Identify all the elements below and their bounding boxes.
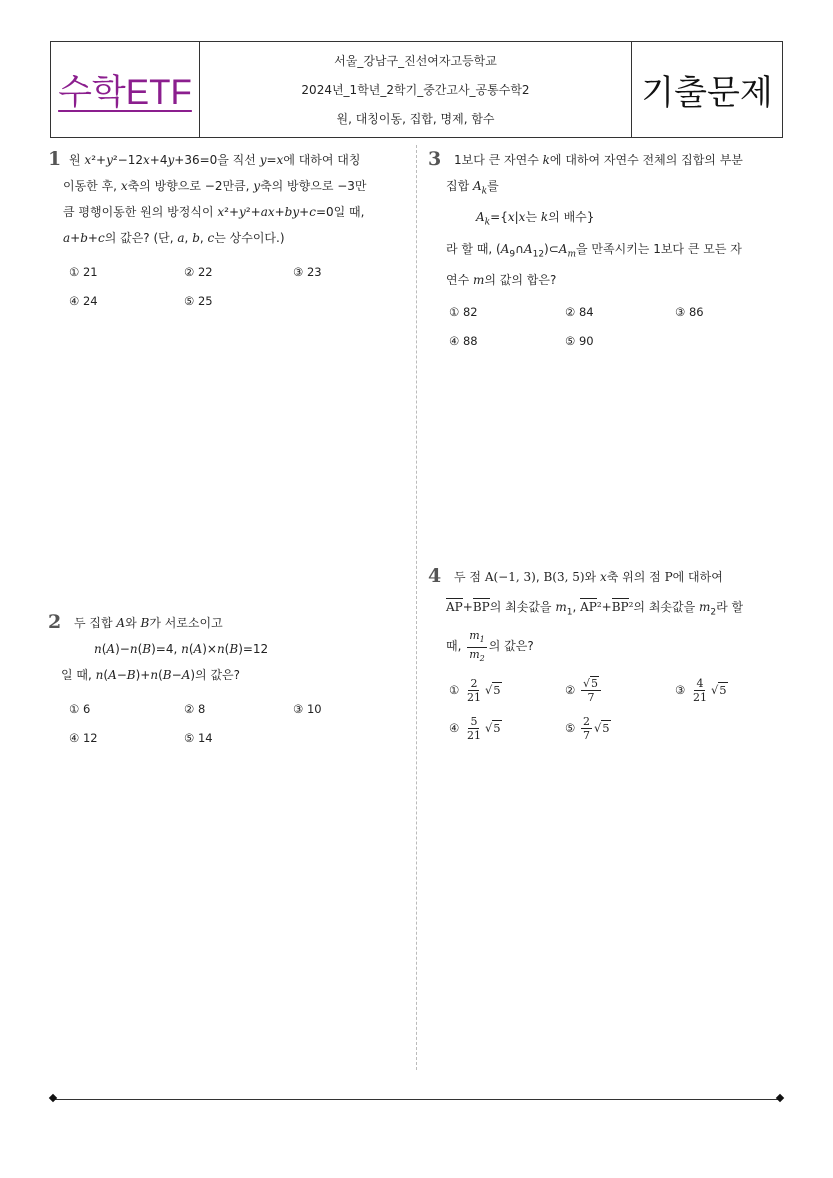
school-name: 서울_강남구_진선여자고등학교 bbox=[334, 54, 497, 68]
problem-text: 두 집합 A와 B가 서로소이고 n(A)−n(B)=4, n(A)×n(B)=12 일 때, n(A−B)+n(B−A)의 값은? bbox=[61, 616, 269, 682]
choice-3[interactable]: ③ $\frac{4}{21}$ √5 bbox=[675, 676, 727, 704]
column-divider bbox=[416, 145, 417, 1070]
problem-text: 두 점 A(−1, 3), B(3, 5)와 x축 위의 점 P에 대하여 AP+BP의 최솟값을 $m_1$, AP²+BP²의 최솟값을 $m_2$라 할 때, $\frac{m_1}{m_2}$ 의 값은? bbox=[446, 570, 744, 663]
choice-1[interactable]: ① 6 bbox=[69, 702, 91, 716]
choice-3[interactable]: ③ 10 bbox=[293, 702, 322, 716]
choice-mark: ④ bbox=[449, 720, 460, 735]
choice-4[interactable]: ④ 88 bbox=[449, 334, 478, 349]
exam-title: 2024년_1학년_2학기_중간고사_공통수학2 bbox=[301, 83, 530, 97]
choice-5[interactable]: ⑤ $\frac{2}{7}$ √5 bbox=[565, 714, 610, 742]
choice-5[interactable]: ⑤ 90 bbox=[565, 334, 594, 349]
problem-text: 1보다 큰 자연수 k에 대하여 자연수 전체의 집합의 부분 집합 $A_k$를 $A_k=\{x|x$는 k의 배수} 라 할 때, $(A_9\cap A_{12})\subset A_m$을 만족시키는 1보다 큰 모든 자 연수 m의 값의 합은? bbox=[446, 153, 743, 288]
problem-2 bbox=[48, 610, 393, 756]
choice-2[interactable]: ② 8 bbox=[184, 702, 206, 716]
problem-number: 2 bbox=[48, 611, 62, 633]
problem-text: 원 x²+y²−12x+4y+36=0을 직선 y=x에 대하여 대칭 이동한 후, x축의 방향으로 −2만큼, y축의 방향으로 −3만 큼 평행이동한 원의 방정식이 x²+y²+ax+by+c=0일 때, a+b+c의 값은? (단, a, b, c는 상수이다.) bbox=[63, 153, 367, 245]
choice-list bbox=[428, 299, 778, 359]
exam-topics: 원, 대칭이동, 집합, 명제, 함수 bbox=[336, 112, 495, 126]
brand-logo bbox=[51, 42, 200, 137]
choice-3[interactable]: ③ 86 bbox=[675, 305, 704, 320]
choice-2[interactable]: ② 84 bbox=[565, 305, 594, 320]
problem-4 bbox=[428, 564, 778, 747]
choice-list bbox=[48, 259, 393, 319]
choice-list bbox=[48, 696, 393, 756]
choice-1[interactable]: ① 82 bbox=[449, 305, 478, 320]
choice-mark: ⑤ bbox=[565, 720, 576, 735]
exam-header bbox=[50, 41, 783, 138]
exam-info bbox=[200, 42, 631, 137]
brand-logo-text: 수학ETF bbox=[58, 72, 192, 112]
problem-number: 3 bbox=[428, 148, 442, 170]
choice-4[interactable]: ④ $\frac{5}{21}$ √5 bbox=[449, 714, 501, 742]
exam-tag: 기출문제 bbox=[631, 42, 782, 137]
choice-2[interactable]: ② $\frac{√5}{7}$ bbox=[565, 677, 603, 704]
choice-4[interactable]: ④ 12 bbox=[69, 731, 98, 745]
choice-2[interactable]: ② 22 bbox=[184, 265, 213, 279]
choice-5[interactable]: ⑤ 14 bbox=[184, 731, 213, 745]
choice-5[interactable]: ⑤ 25 bbox=[184, 294, 213, 308]
footer-diamond-right bbox=[776, 1094, 784, 1102]
choice-mark: ③ bbox=[675, 682, 686, 697]
choice-3[interactable]: ③ 23 bbox=[293, 265, 322, 279]
choice-mark: ① bbox=[449, 682, 460, 697]
problem-number: 4 bbox=[428, 565, 442, 587]
choice-1[interactable]: ① $\frac{2}{21}$ √5 bbox=[449, 676, 501, 704]
choice-1[interactable]: ① 21 bbox=[69, 265, 98, 279]
problem-3 bbox=[428, 147, 778, 359]
choice-4[interactable]: ④ 24 bbox=[69, 294, 98, 308]
choice-mark: ② bbox=[565, 682, 576, 697]
footer-diamond-left bbox=[49, 1094, 57, 1102]
choice-list bbox=[428, 677, 778, 747]
problem-number: 1 bbox=[48, 148, 62, 170]
footer-rule bbox=[52, 1099, 782, 1100]
problem-1 bbox=[48, 147, 393, 319]
